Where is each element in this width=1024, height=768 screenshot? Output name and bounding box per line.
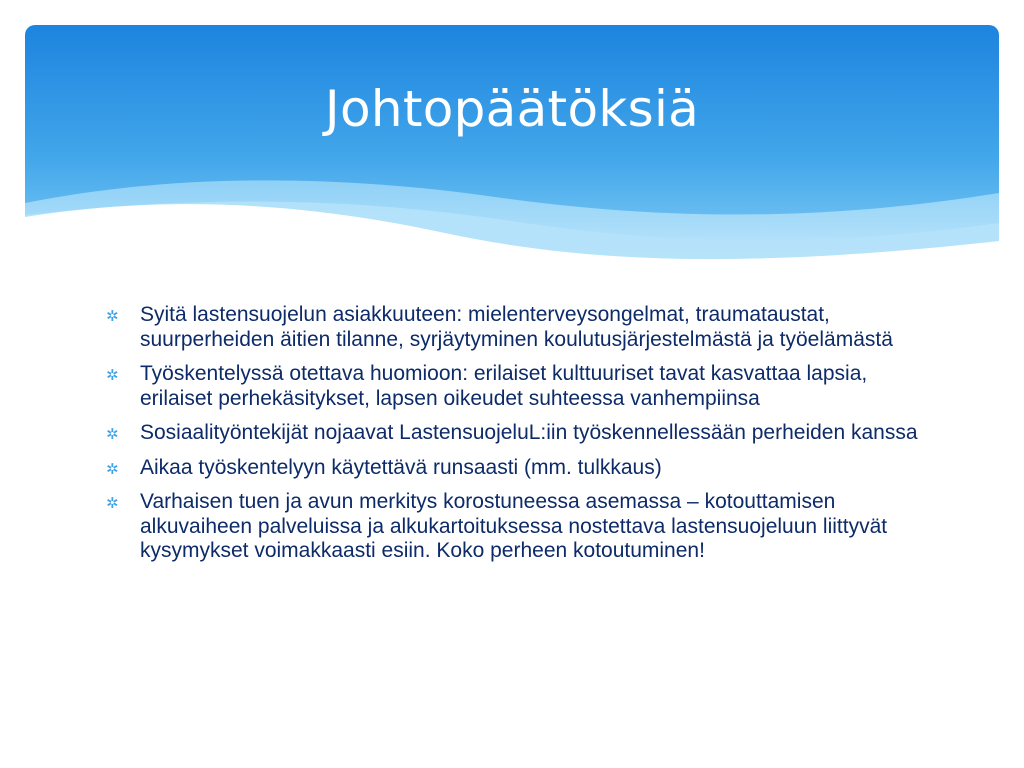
- asterisk-bullet-icon: ✲: [106, 366, 119, 384]
- bullet-item-1: [105, 303, 925, 352]
- asterisk-bullet-icon: ✲: [106, 494, 119, 512]
- bullet-item-4: [105, 456, 925, 481]
- bullet-text-3: Sosiaalityöntekijät nojaavat LastensuojeluL:iin työskennellessään perheiden kanssa: [140, 421, 918, 444]
- bullet-item-5: [105, 490, 925, 564]
- bullet-list: [105, 303, 925, 574]
- bullet-text-1: Syitä lastensuojelun asiakkuuteen: mielenterveysongelmat, traumataustat, suurperheiden äitien tilanne, syrjäytyminen koulutusjärjestelmästä ja työelämästä: [140, 303, 893, 351]
- slide-title: Johtopäätöksiä: [324, 80, 700, 138]
- bullet-text-2: Työskentelyssä otettava huomioon: erilaiset kulttuuriset tavat kasvattaa lapsia, erilaiset perhekäsitykset, lapsen oikeudet suhteessa vanhempiinsa: [140, 362, 868, 410]
- asterisk-bullet-icon: ✲: [106, 459, 119, 478]
- bullet-item-2: [105, 362, 925, 411]
- header-wave-banner: [25, 25, 999, 265]
- bullet-item-3: [105, 421, 925, 446]
- bullet-text-4: Aikaa työskentelyyn käytettävä runsaasti (mm. tulkkaus): [140, 455, 662, 479]
- bullet-text-5: Varhaisen tuen ja avun merkitys korostuneessa asemassa – kotouttamisen alkuvaiheen palveluissa ja alkukartoituksessa nostettava lastensuojeluun liittyvät kysymykset voimakkaasti esiin. Koko perheen kotoutuminen!: [140, 490, 888, 562]
- asterisk-bullet-icon: ✲: [106, 425, 119, 443]
- asterisk-bullet-icon: ✲: [106, 307, 119, 325]
